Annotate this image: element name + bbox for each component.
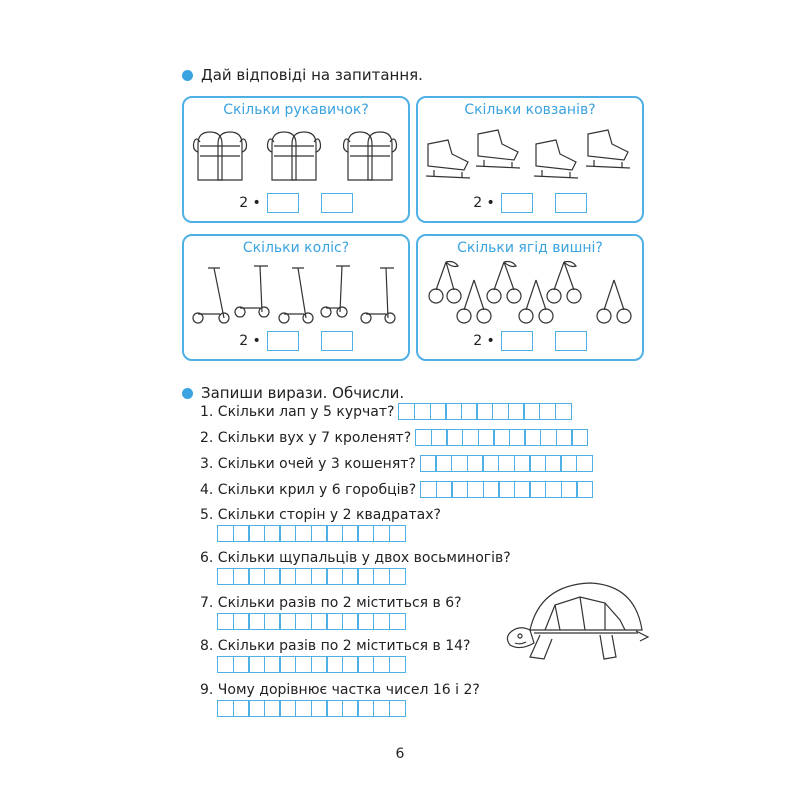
question-card-mittens [182,96,410,223]
answer-row [418,193,642,213]
section2-heading [182,384,404,402]
answer-box[interactable] [321,331,353,351]
answer-box[interactable] [267,193,299,213]
mittens-icon [190,122,406,188]
answer-grid[interactable] [420,481,592,498]
answer-grid[interactable] [217,568,404,585]
task-text: 9. Чому дорівнює частка чисел 16 і 2? [200,682,480,698]
turtle-icon [500,575,650,670]
card-title: Скільки рукавичок? [223,102,369,118]
task-item [200,638,470,654]
answer-box[interactable] [267,331,299,351]
skates-icon [424,122,640,188]
card-title: Скільки ковзанів? [464,102,596,118]
answer-grid[interactable] [415,429,587,446]
task-item [200,455,592,472]
bullet-icon [182,388,193,399]
task-item [200,429,587,446]
section1-heading [182,66,423,84]
answer-grid[interactable] [398,403,570,420]
task-text: 3. Скільки очей у 3 кошенят? [200,455,416,472]
task-text: 6. Скільки щупальців у двох восьминогів? [200,550,511,566]
card-title: Скільки ягід вишні? [457,240,603,256]
section2-instruction: Запиши вирази. Обчисли. [201,384,405,402]
section1-instruction: Дай відповіді на запитання. [201,66,423,84]
task-item [200,481,592,498]
card-title: Скільки коліс? [242,240,350,256]
answer-grid[interactable] [420,455,592,472]
answer-box[interactable] [501,331,533,351]
answer-row [184,331,408,351]
multiplier-label: 2 • [239,333,261,349]
page-number: 6 [395,746,405,762]
scooter-icon [190,260,406,326]
question-card-scooters [182,234,410,361]
multiplier-label: 2 • [239,195,261,211]
multiplier-label: 2 • [473,195,495,211]
task-item [200,595,462,611]
multiplier-label: 2 • [473,333,495,349]
task-item [200,682,480,698]
task-text: 2. Скільки вух у 7 кроленят? [200,429,412,446]
answer-box[interactable] [501,193,533,213]
answer-box[interactable] [555,331,587,351]
task-text: 8. Скільки разів по 2 міститься в 14? [200,638,471,654]
answer-grid[interactable] [217,613,404,630]
answer-grid[interactable] [217,656,404,673]
answer-box[interactable] [555,193,587,213]
answer-box[interactable] [321,193,353,213]
answer-row [184,193,408,213]
question-card-cherries [416,234,644,361]
answer-grid[interactable] [217,700,404,717]
task-item [200,550,511,566]
task-item [200,403,570,420]
cherries-icon [424,260,640,326]
question-card-skates [416,96,644,223]
task-text: 4. Скільки крил у 6 горобців? [200,481,417,498]
task-text: 7. Скільки разів по 2 міститься в 6? [200,595,462,611]
bullet-icon [182,70,193,81]
task-text: 1. Скільки лап у 5 курчат? [200,403,395,420]
task-text: 5. Скільки сторін у 2 квадратах? [200,507,441,523]
answer-grid[interactable] [217,525,404,542]
answer-row [418,331,642,351]
task-item [200,507,441,523]
